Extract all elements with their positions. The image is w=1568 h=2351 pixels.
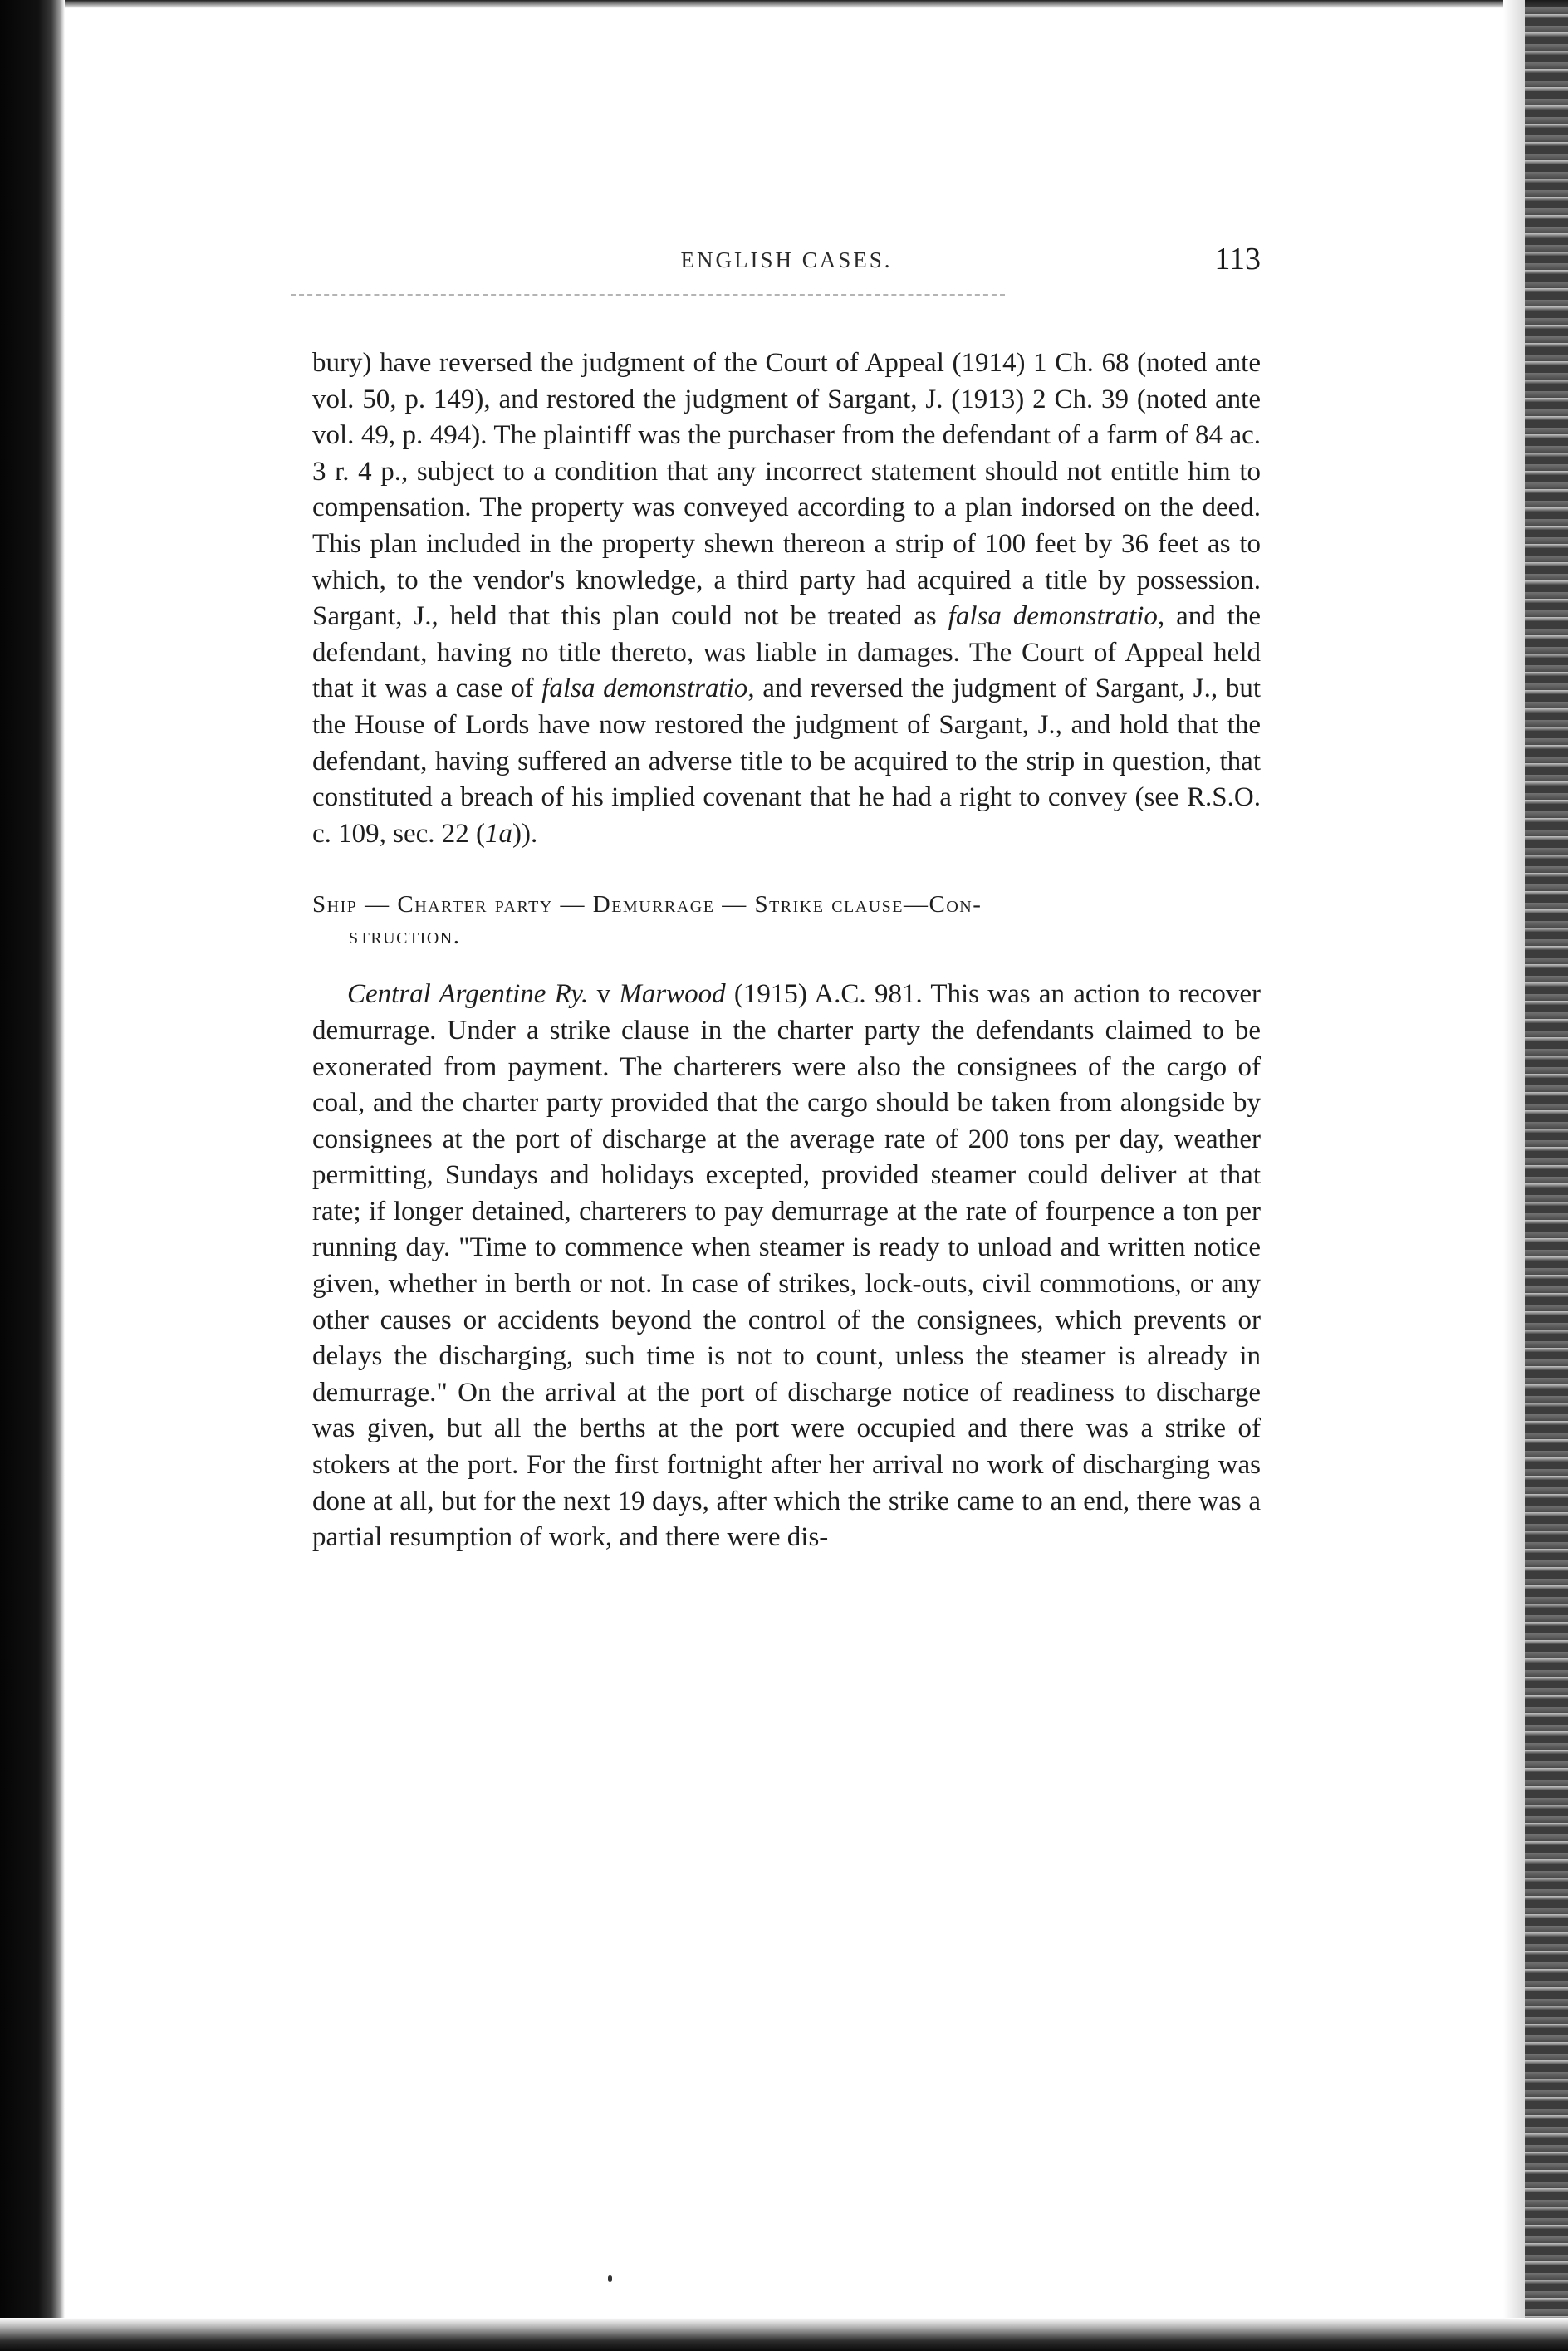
paragraph-text: bury) have reversed the judgment of the Court of Appeal (1914) 1 Ch. 68 (noted ante vol. 50, p. 149), and restored the judgment of Sargant, J. (1913) 2 Ch. 39 (noted ante vol. 49, p. 494). The plaintiff was the purchaser from the defendant of a farm of 84 ac. 3 r. 4 p., subject to a condition that any incorrect statement should not entitle him to compensation. The property was conveyed according to a plan indorsed on the deed. This plan included in the property shewn thereon a strip of 100 feet by 36 feet as to which, to the vendor's knowledge, a third party had acquired a title by possession. Sargant, J., held that this plan could not be treated as (312, 348, 1261, 632)
paragraph-text: , and the defendant, having no title thereto, was liable in damages. The Court of Appeal held that it was a case of (312, 601, 1261, 704)
scan-right-edge (1525, 0, 1568, 2351)
page-body (312, 345, 1261, 1556)
scan-left-edge (0, 0, 65, 2351)
header-rule (291, 294, 1005, 296)
italic-term: falsa demonstratio (541, 673, 748, 704)
case-name: Central Argentine Ry. (347, 979, 589, 1010)
headnote-line: Ship — Charter party — Demurrage — Strike clause—Con- (312, 891, 982, 918)
running-title: ENGLISH CASES. (680, 247, 893, 272)
paragraph-text: )). (512, 818, 538, 849)
paragraph-text: , and reversed the judgment of Sargant, J., but the House of Lords have now restored the judgment of Sargant, J., and hold that the defendant, having suffered an adverse title to be acquired to the strip in question, that constituted a breach of his implied covenant that he had a right to convey (see R.S.O. c. 109, sec. 22 ( (312, 673, 1261, 849)
headnote-line: struction. (349, 923, 461, 950)
italic-term: falsa demonstratio (948, 601, 1158, 632)
running-head (312, 241, 1261, 291)
case-defendant: Marwood (619, 979, 726, 1010)
scan-bottom-edge (0, 2318, 1568, 2351)
page-number: 113 (1214, 242, 1261, 277)
italic-term: 1a (485, 818, 513, 849)
case-versus: v (588, 979, 620, 1010)
case-headnote (312, 889, 1261, 952)
paragraph-text: (1915) A.C. 981. This was an action to recover demurrage. Under a strike clause in the charter party the defendants claimed to be exonerated from payment. The charterers were also the consignees of the cargo of coal, and the charter party provided that the cargo should be taken from alongside by consignees at the port of discharge at the average rate of 200 tons per day, weather permitting, Sundays and holidays excepted, provided steamer could deliver at that rate; if longer detained, charterers to pay demurrage at the rate of fourpence a ton per running day. "Time to commence when steamer is ready to unload and written notice given, whether in berth or not. In case of strikes, lock-outs, civil commotions, or any other causes or accidents beyond the control of the consignees, which prevents or delays the discharging, such time is not to count, unless the steamer is already in demurrage." On the arrival at the port of discharge notice of readiness to discharge was given, but all the berths at the port were occupied and there was a strike of stokers at the port. For the first fortnight after her arrival no work of discharging was done at all, but for the next 19 days, after which the strike came to an end, there was a partial resumption of work, and there were dis- (312, 979, 1261, 1553)
scan-top-edge (0, 0, 1568, 8)
ink-speck (608, 2275, 612, 2282)
case-paragraph (312, 977, 1261, 1556)
paragraph-continued (312, 345, 1261, 852)
scan-right-shadow (1503, 0, 1525, 2351)
